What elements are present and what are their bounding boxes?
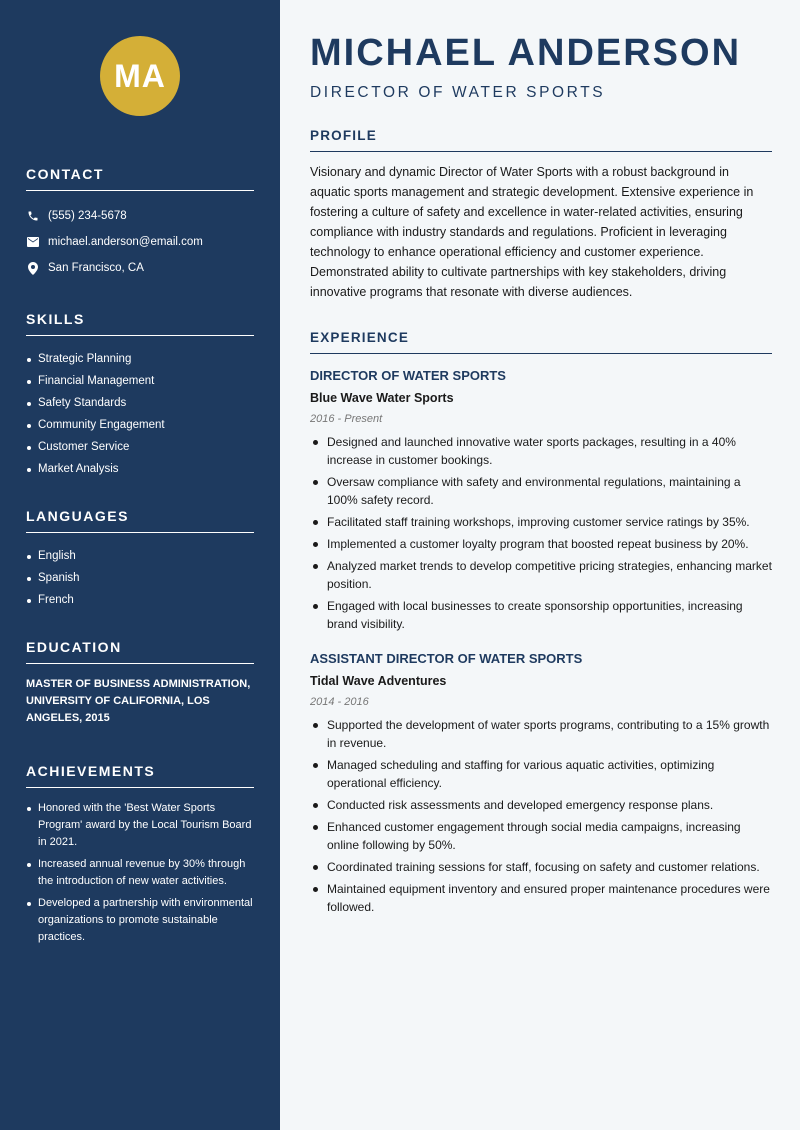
education-section: [26, 639, 254, 727]
list-item: Supported the development of water sports programs, contributing to a 15% growth in revenue.: [310, 716, 772, 752]
list-item: Increased annual revenue by 30% through the introduction of new water activities.: [26, 856, 254, 890]
candidate-name: MICHAEL ANDERSON: [310, 32, 742, 74]
list-item: Analyzed market trends to develop competitive pricing strategies, enhancing market position.: [310, 557, 772, 593]
contact-title: CONTACT: [26, 166, 254, 191]
achievements-section: [26, 763, 254, 946]
email-icon: [26, 235, 40, 249]
languages-section: [26, 508, 254, 611]
list-item: Coordinated training sessions for staff, focusing on safety and customer relations.: [310, 858, 772, 876]
profile-text: Visionary and dynamic Director of Water Sports with a robust background in aquatic sports management and strategic development. Extensive experience in fostering a culture of safety and excellence in water-related activities, ensuring compliance with industry standards and regulations. Proficient in leveraging technology to enhance operational efficiency and customer experience. Demonstrated ability to cultivate partnerships with key stakeholders, driving innovative programs that resonate with diverse audiences.: [310, 165, 754, 299]
list-item: Honored with the 'Best Water Sports Program' award by the Local Tourism Board in 2021.: [26, 800, 254, 851]
list-item: Conducted risk assessments and developed emergency response plans.: [310, 796, 772, 814]
avatar-initials: MA: [114, 57, 166, 94]
job-entry: [310, 651, 772, 916]
achievements-title: ACHIEVEMENTS: [26, 763, 254, 788]
list-item: Oversaw compliance with safety and environmental regulations, maintaining a 100% safety record.: [310, 473, 772, 509]
list-item: Market Analysis: [26, 458, 254, 480]
skills-list: [26, 348, 254, 480]
experience-title: EXPERIENCE: [310, 330, 772, 354]
education-degree: MASTER OF BUSINESS ADMINISTRATION, UNIVERSITY OF CALIFORNIA, LOS ANGELES, 2015: [26, 678, 251, 724]
list-item: Financial Management: [26, 370, 254, 392]
list-item: Strategic Planning: [26, 348, 254, 370]
location-text: San Francisco, CA: [48, 262, 144, 274]
sidebar: [0, 0, 280, 1130]
list-item: Engaged with local businesses to create sponsorship opportunities, increasing brand visibility.: [310, 597, 772, 633]
job-entry: [310, 368, 772, 633]
job-company: Blue Wave Water Sports: [310, 391, 454, 405]
skills-title: SKILLS: [26, 311, 254, 336]
main-content: [310, 0, 772, 920]
job-role: ASSISTANT DIRECTOR OF WATER SPORTS: [310, 651, 583, 666]
languages-list: [26, 545, 254, 611]
list-item: Developed a partnership with environmental organizations to promote sustainable practices.: [26, 895, 254, 946]
skills-section: [26, 311, 254, 480]
phone-text: (555) 234-5678: [48, 210, 127, 222]
contact-location: [26, 255, 254, 281]
contact-section: [26, 166, 254, 281]
education-title: EDUCATION: [26, 639, 254, 664]
experience-section: [310, 330, 772, 916]
list-item: Community Engagement: [26, 414, 254, 436]
job-bullets: [310, 716, 772, 916]
list-item: Spanish: [26, 567, 254, 589]
profile-section: [310, 128, 772, 302]
job-dates: 2014 - 2016: [310, 696, 369, 708]
list-item: Customer Service: [26, 436, 254, 458]
list-item: French: [26, 589, 254, 611]
job-bullets: [310, 433, 772, 633]
avatar: [100, 36, 180, 116]
list-item: Implemented a customer loyalty program that boosted repeat business by 20%.: [310, 535, 772, 553]
list-item: Enhanced customer engagement through social media campaigns, increasing online following by 50%.: [310, 818, 772, 854]
list-item: Maintained equipment inventory and ensured proper maintenance procedures were followed.: [310, 880, 772, 916]
profile-title: PROFILE: [310, 128, 772, 152]
list-item: Designed and launched innovative water sports packages, resulting in a 40% increase in customer bookings.: [310, 433, 772, 469]
job-role: DIRECTOR OF WATER SPORTS: [310, 368, 506, 383]
job-dates: 2016 - Present: [310, 413, 383, 425]
list-item: Safety Standards: [26, 392, 254, 414]
list-item: Facilitated staff training workshops, improving customer service ratings by 35%.: [310, 513, 772, 531]
languages-title: LANGUAGES: [26, 508, 254, 533]
email-text: michael.anderson@email.com: [48, 236, 203, 248]
achievements-list: [26, 800, 254, 946]
job-company: Tidal Wave Adventures: [310, 674, 447, 688]
candidate-title: DIRECTOR OF WATER SPORTS: [310, 84, 606, 101]
phone-icon: [26, 209, 40, 223]
list-item: English: [26, 545, 254, 567]
contact-phone: [26, 203, 254, 229]
list-item: Managed scheduling and staffing for various aquatic activities, optimizing operational efficiency.: [310, 756, 772, 792]
location-pin-icon: [26, 261, 40, 275]
contact-email: [26, 229, 254, 255]
